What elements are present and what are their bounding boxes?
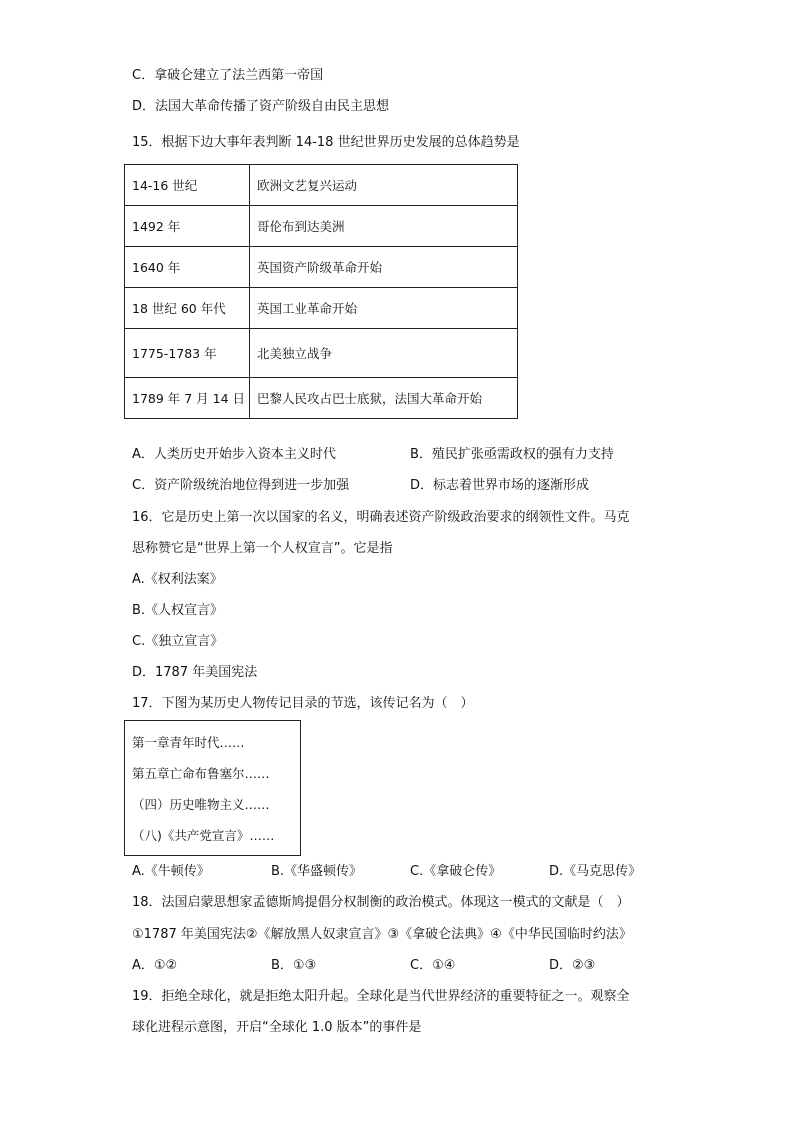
q15-options-row-1 [132, 446, 672, 464]
toc-item: 第五章亡命布鲁塞尔…… [132, 766, 270, 781]
table-cell-period: 1640 年 [125, 247, 250, 288]
toc-item: （八)《共产党宣言》…… [132, 828, 275, 843]
q19-stem-line1: 19．拒绝全球化，就是拒绝太阳升起。全球化是当代世界经济的重要特征之一。观察全 [132, 989, 630, 1004]
q17-option-a: A.《牛顿传》 [132, 864, 210, 879]
table-cell-event: 哥伦布到达美洲 [250, 206, 518, 247]
q15-events-table [124, 164, 518, 419]
table-cell-event: 欧洲文艺复兴运动 [250, 165, 518, 206]
toc-item: 第一章青年时代…… [132, 735, 245, 750]
q16-option-d: D．1787 年美国宪法 [132, 665, 258, 680]
q17-stem: 17．下图为某历史人物传记目录的节选，该传记名为（ ） [132, 696, 474, 711]
q18-option-c: C．①④ [410, 958, 456, 973]
q15-options-row-2 [132, 477, 672, 495]
q16-stem-line2: 思称赞它是“世界上第一个人权宣言”。它是指 [132, 541, 393, 556]
table-row [125, 206, 518, 247]
table-row [125, 288, 518, 329]
q17-option-c: C.《拿破仑传》 [410, 864, 502, 879]
table-cell-period: 1789 年 7 月 14 日 [125, 378, 250, 419]
q18-options-row [132, 957, 672, 975]
q15-stem: 15．根据下边大事年表判断 14-18 世纪世界历史发展的总体趋势是 [132, 135, 520, 150]
q16-stem-line1: 16．它是历史上第一次以国家的名义，明确表述资产阶级政治要求的纲领性文件。马克 [132, 510, 630, 525]
table-cell-event: 北美独立战争 [250, 329, 518, 378]
table-row [125, 165, 518, 206]
q18-items: ①1787 年美国宪法②《解放黑人奴隶宣言》③《拿破仑法典》④《中华民国临时约法》 [132, 927, 632, 942]
table-cell-event: 英国资产阶级革命开始 [250, 247, 518, 288]
q15-option-c: C．资产阶级统治地位得到进一步加强 [132, 478, 350, 493]
table-cell-period: 1492 年 [125, 206, 250, 247]
q15-option-b: B．殖民扩张亟需政权的强有力支持 [410, 447, 614, 462]
q19-stem-line2: 球化进程示意图，开启“全球化 1.0 版本”的事件是 [132, 1020, 422, 1035]
q17-option-d: D.《马克思传》 [549, 864, 642, 879]
q18-option-d: D．②③ [549, 958, 596, 973]
q14-option-c: C．拿破仑建立了法兰西第一帝国 [132, 68, 324, 83]
q16-option-c: C.《独立宣言》 [132, 634, 224, 649]
table-cell-period: 14-16 世纪 [125, 165, 250, 206]
table-cell-event: 巴黎人民攻占巴士底狱，法国大革命开始 [250, 378, 518, 419]
q18-option-a: A．①② [132, 958, 178, 973]
q15-option-a: A．人类历史开始步入资本主义时代 [132, 447, 336, 462]
table-cell-event: 英国工业革命开始 [250, 288, 518, 329]
q17-options-row [132, 863, 672, 881]
q16-option-b: B.《人权宣言》 [132, 603, 224, 618]
q16-option-a: A.《权利法案》 [132, 572, 223, 587]
toc-item: （四）历史唯物主义…… [132, 797, 270, 812]
q18-option-b: B．①③ [271, 958, 317, 973]
q17-toc-box [124, 720, 301, 856]
table-row [125, 378, 518, 419]
table-row [125, 329, 518, 378]
table-cell-period: 18 世纪 60 年代 [125, 288, 250, 329]
table-row [125, 247, 518, 288]
q18-stem: 18．法国启蒙思想家孟德斯鸠提倡分权制衡的政治模式。体现这一模式的文献是（ ） [132, 895, 630, 910]
q17-option-b: B.《华盛顿传》 [271, 864, 363, 879]
q15-option-d: D．标志着世界市场的逐渐形成 [410, 478, 590, 493]
q14-option-d: D．法国大革命传播了资产阶级自由民主思想 [132, 99, 390, 114]
table-cell-period: 1775-1783 年 [125, 329, 250, 378]
